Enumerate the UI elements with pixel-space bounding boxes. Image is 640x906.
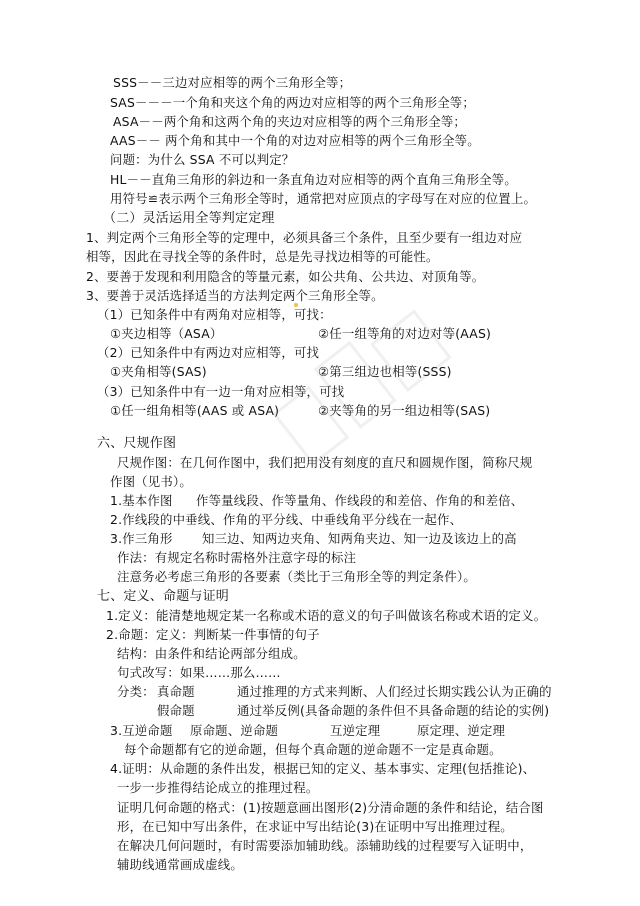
text-line: ASA－－两个角和这两个角的夹边对应相等的两个三角形全等；	[113, 114, 467, 129]
inverse-item: 原命题、逆命题	[190, 723, 279, 738]
proposition-type: 假命题	[157, 703, 195, 718]
text-line: HL－－直角三角形的斜边和一条直角边对应相等的两个直角三角形全等。	[110, 172, 517, 187]
condition-option: ②任一组等角的对边对等(AAS)	[318, 326, 492, 341]
condition-option: ①夹角相等(SAS)	[110, 364, 207, 379]
text-line: 2.命题：定义：判断某一件事情的句子	[106, 627, 320, 642]
basic-construction-label: 3.作三角形	[110, 531, 173, 546]
text-line: SSS－－三边对应相等的两个三角形全等；	[113, 75, 352, 90]
text-line: 结构：由条件和结论两部分组成。	[117, 646, 306, 661]
proposition-label: 分类：	[117, 684, 155, 699]
condition-option: ①任一组角相等(AAS 或 ASA)	[110, 403, 280, 418]
text-line: 问题：为什么 SSA 不可以判定？	[110, 152, 295, 167]
text-line: 作法：有规定名称时需格外注意字母的标注	[117, 550, 357, 565]
inverse-item: 原定理、逆定理	[417, 723, 506, 738]
inverse-item: 3.互逆命题	[110, 723, 173, 738]
text-line: AAS－－ 两个角和其中一个角的对边对应相等的两个三角形全等。	[110, 133, 480, 148]
proposition-desc: 通过推理的方式来判断、人们经过长期实践公认为正确的	[237, 684, 552, 699]
text-line: 相等，因此在寻找全等的条件时，总是先寻找边相等的可能性。	[86, 249, 439, 264]
text-line: 尺规作图：在几何作图中，我们把用没有刻度的直尺和圆规作图，简称尺规	[117, 455, 533, 470]
text-line: 辅助线通常画成虚线。	[117, 857, 243, 872]
text-line: 一步一步推得结论成立的推理过程。	[117, 780, 319, 795]
text-line: 2.作线段的中垂线、作角的平分线、中垂线角平分线在一起作、	[110, 512, 463, 527]
basic-construction-text: 作等量线段、作等量角、作线段的和差倍、作角的和差倍、	[196, 493, 524, 508]
text-line: 用符号≌表示两个三角形全等时，通常把对应顶点的字母写在对应的位置上。	[110, 191, 537, 206]
basic-construction-label: 1.基本作图	[110, 493, 173, 508]
text-line: 4.证明：从命题的条件出发，根据已知的定义、基本事实、定理(包括推论)、	[110, 761, 536, 776]
inverse-item: 互逆定理	[330, 723, 381, 738]
condition-option: ②第三组边也相等(SSS)	[318, 364, 452, 379]
section-heading: 六、尺规作图	[97, 436, 177, 451]
text-line: （2）已知条件中有两边对应相等，可找	[97, 345, 320, 360]
text-line: 每个命题都有它的逆命题，但每个真命题的逆命题不一定是真命题。	[124, 742, 502, 757]
section-heading: 七、定义、命题与证明	[97, 589, 230, 604]
section-heading: （二）灵活运用全等判定定理	[103, 211, 275, 226]
text-line: 1、判定两个三角形全等的定理中，必须具备三个条件，且至少要有一组边对应	[86, 230, 523, 245]
text-line: （1）已知条件中有两角对应相等，可找：	[97, 307, 332, 322]
proposition-desc: 通过举反例(具备命题的条件但不具备命题的结论的实例)	[237, 703, 550, 718]
basic-construction-text: 知三边、知两边夹角、知两角夹边、知一边及该边上的高	[202, 531, 517, 546]
text-line: 1.定义：能清楚地规定某一名称或术语的意义的句子叫做该名称或术语的定义。	[106, 608, 547, 623]
text-line: 3、要善于灵活选择适当的方法判定两个三角形全等。	[86, 288, 384, 303]
text-line: 作图（见书）。	[110, 474, 192, 489]
text-line: 句式改写：如果……那么……	[117, 665, 281, 680]
text-line: 2、要善于发现和利用隐含的等量元素，如公共角、公共边、对顶角等。	[86, 269, 485, 284]
text-line: 形，在已知中写出条件，在求证中写出结论(3)在证明中写出推理过程。	[117, 819, 513, 834]
text-line: 证明几何命题的格式：(1)按题意画出图形(2)分清命题的条件和结论，结合图	[117, 800, 544, 815]
text-line: （3）已知条件中有一边一角对应相等，可找	[97, 384, 345, 399]
text-line: 在解决几何问题时，有时需要添加辅助线。添辅助线的过程要写入证明中，	[117, 838, 533, 853]
condition-option: ②夹等角的另一组边相等(SAS)	[318, 403, 491, 418]
proposition-type: 真命题	[157, 684, 195, 699]
condition-option: ①夹边相等（ASA）	[110, 326, 223, 341]
text-line: 注意务必考虑三角形的各要素（类比于三角形全等的判定条件）。	[117, 569, 476, 584]
text-line: SAS－－－一个角和夹这个角的两边对应相等的两个三角形全等；	[110, 95, 475, 110]
yellow-dot-mark	[294, 303, 298, 307]
